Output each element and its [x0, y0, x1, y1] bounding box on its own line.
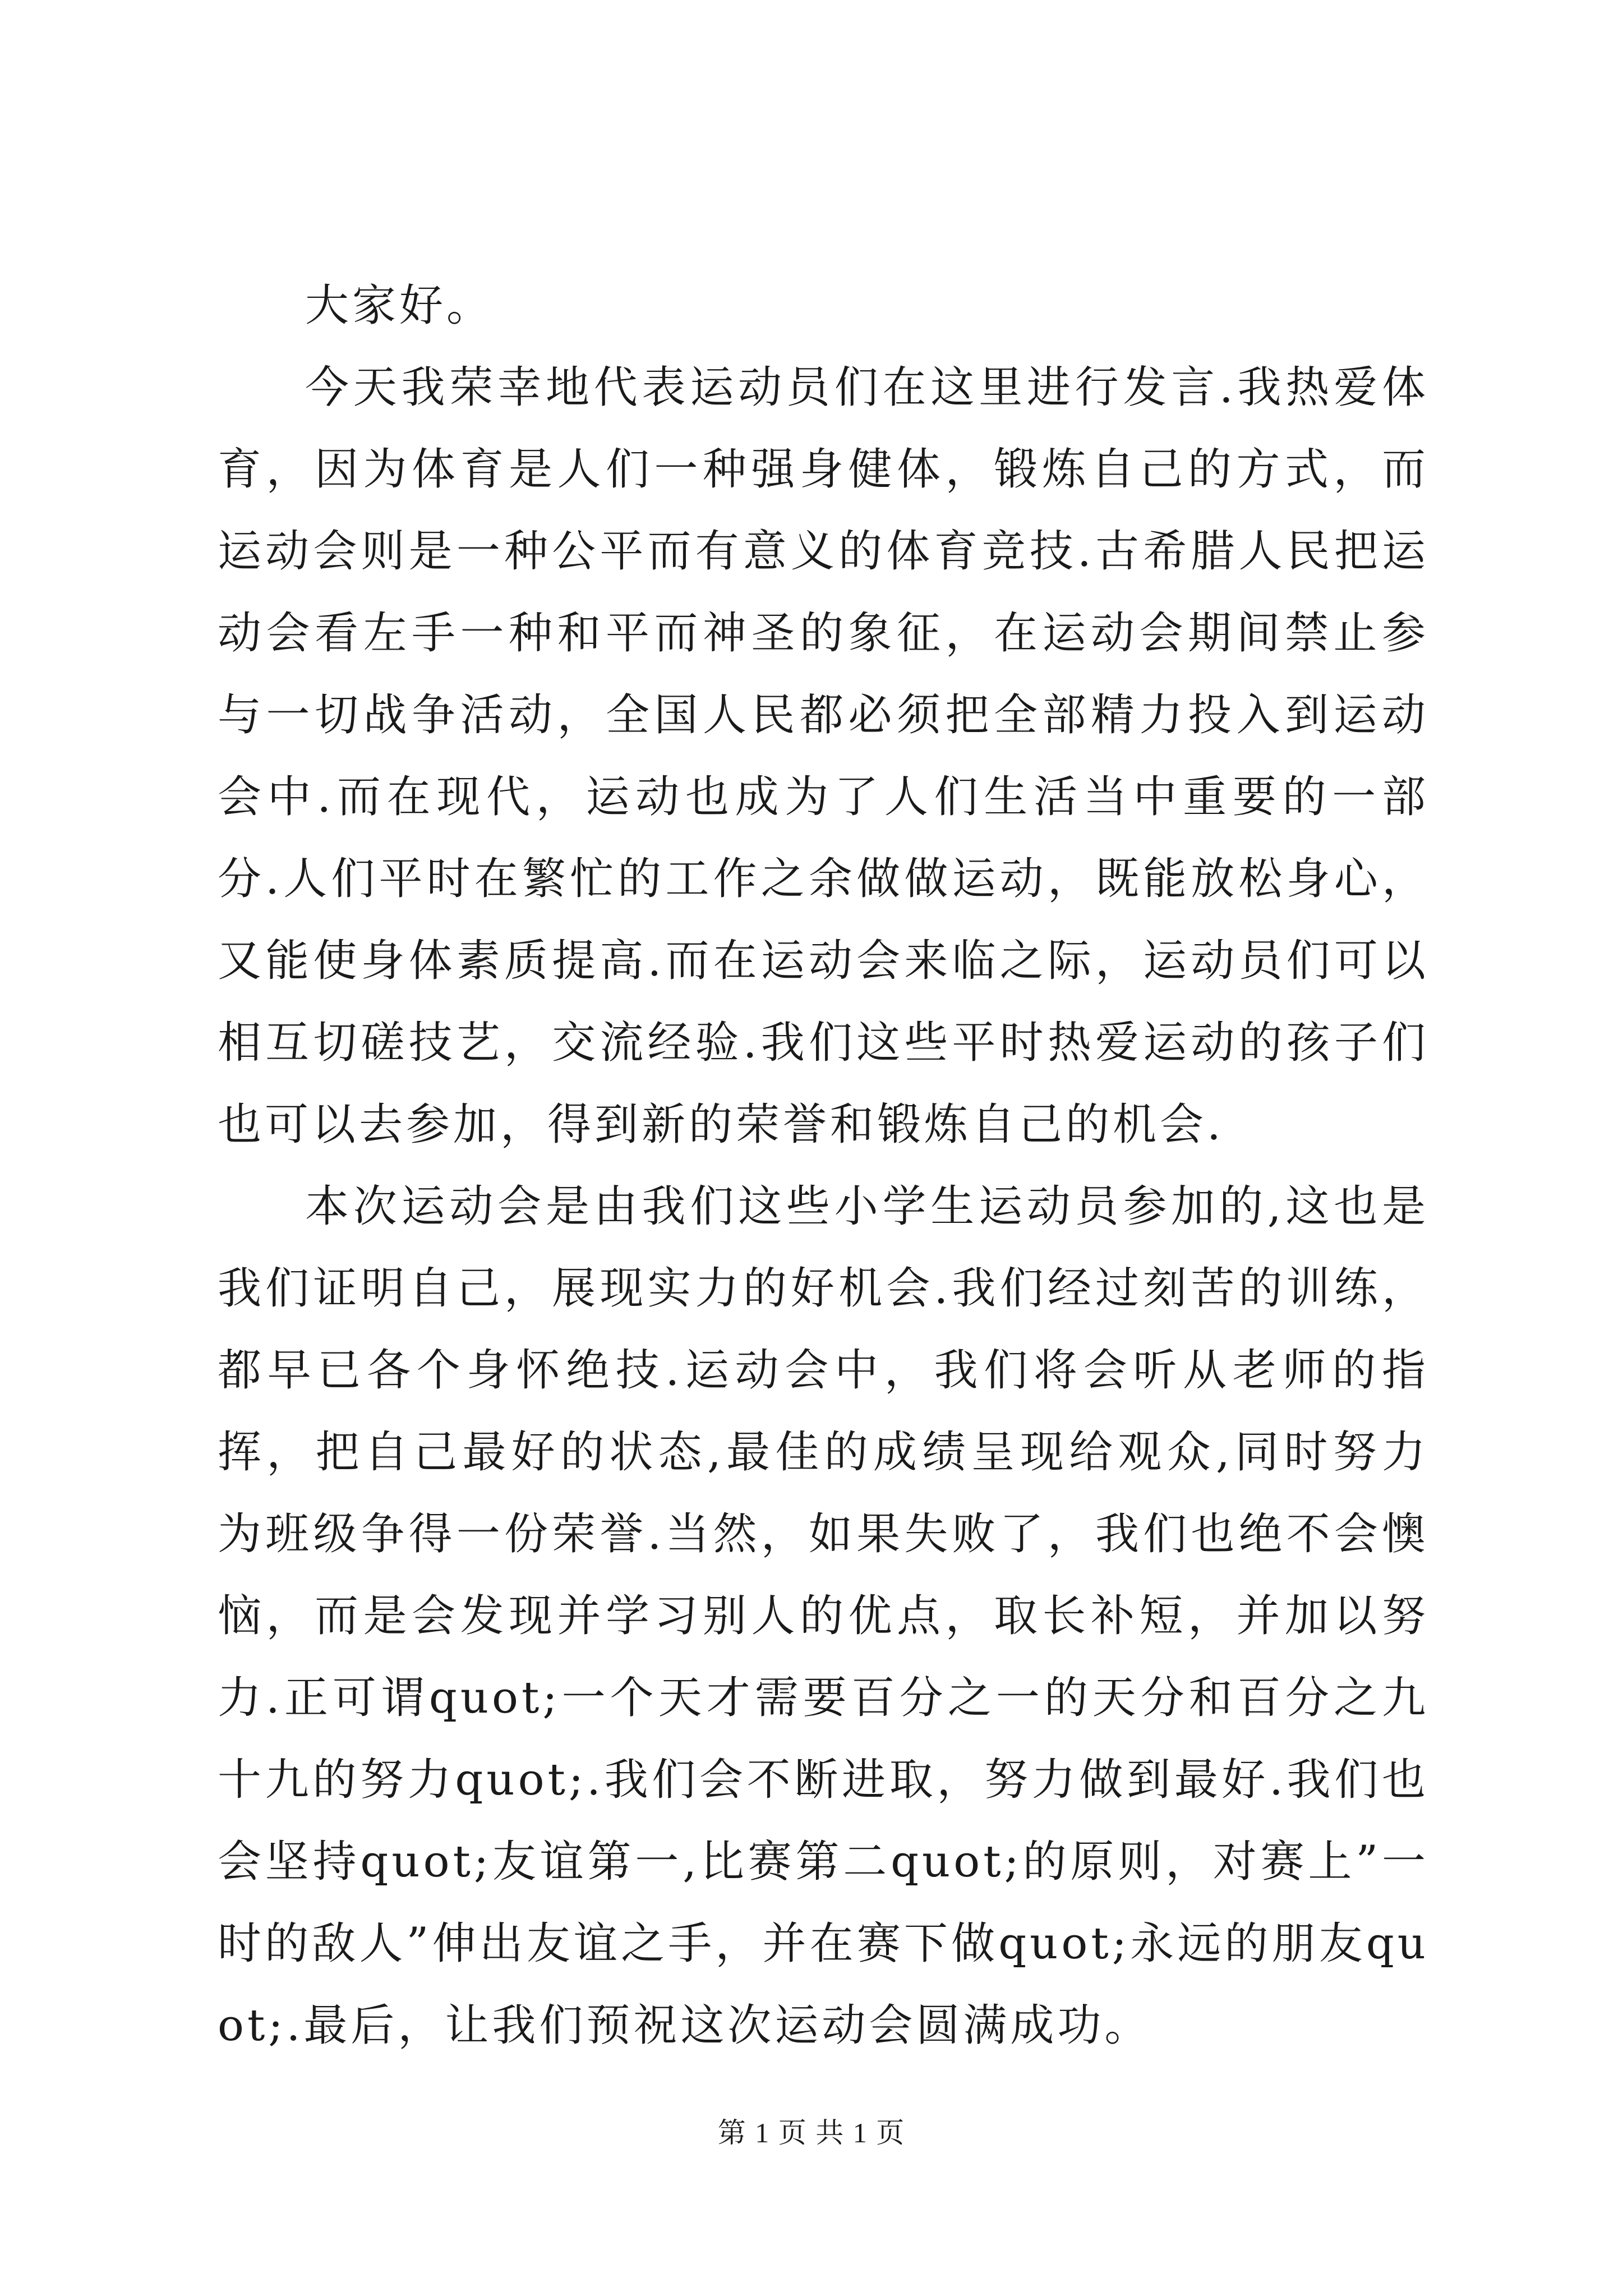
page-number-footer: 第 1 页 共 1 页 [717, 2117, 906, 2148]
paragraph-sports-meaning: 今天我荣幸地代表运动员们在这里进行发言.我热爱体育，因为体育是人们一种强身健体，锻炼自己的方式，而运动会则是一种公平而有意义的体育竞技.古希腊人民把运动会看左手一种和平而神圣的象征，在运动会期间禁止参与一切战争活动，全国人民都必须把全部精力投入到运动会中.而在现代，运动也成为了人们生活当中重要的一部分.人们平时在繁忙的工作之余做做运动，既能放松身心，又能使身体素质提高.而在运动会来临之际，运动员们可以相互切磋技艺，交流经验.我们这些平时热爱运动的孩子们也可以去参加，得到新的荣誉和锻炼自己的机会. [218, 362, 1429, 1150]
paragraph-greeting: 大家好。 [305, 280, 494, 331]
paragraph-athletes-pledge: 本次运动会是由我们这些小学生运动员参加的,这也是我们证明自己，展现实力的好机会.我们经过刻苦的训练，都早已各个身怀绝技.运动会中，我们将会听从老师的指挥，把自己最好的状态,最佳的成绩呈现给观众,同时努力为班级争得一份荣誉.当然，如果失败了，我们也绝不会懊恼，而是会发现并学习别人的优点，取长补短，并加以努力.正可谓quot;一个天才需要百分之一的天分和百分之九十九的努力quot;.我们会不断进取，努力做到最好.我们也会坚持quot;友谊第一,比赛第二quot;的原则，对赛上”一时的敌人”伸出友谊之手，并在赛下做quot;永远的朋友quot;.最后，让我们预祝这次运动会圆满成功。 [218, 1181, 1429, 2051]
document-body [218, 265, 1429, 2067]
